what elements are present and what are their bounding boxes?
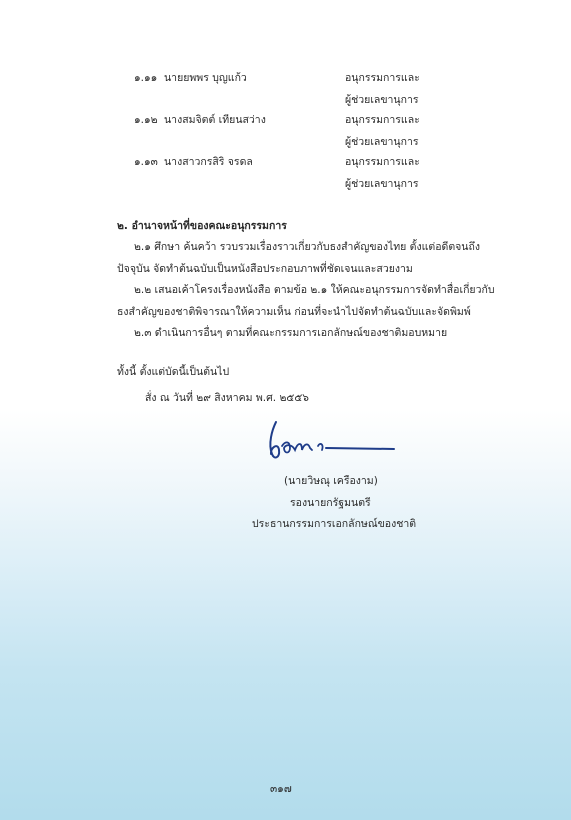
- member-role: อนุกรรมการและ: [345, 72, 420, 84]
- member-name: นางสาวกรสิริ จรดล: [164, 156, 253, 168]
- order-date: สั่ง ณ วันที่ ๒๙ สิงหาคม พ.ศ. ๒๕๕๖: [145, 392, 309, 404]
- signature-image: [262, 418, 398, 464]
- paragraph-line: ปัจจุบัน จัดทำต้นฉบับเป็นหนังสือประกอบภาพที่ชัดเจนและสวยงาม: [117, 263, 413, 275]
- page-number: ๓๑๗: [270, 783, 292, 795]
- member-role: ผู้ช่วยเลขานุการ: [345, 136, 419, 148]
- signer-name: (นายวิษณุ เครืองาม): [284, 475, 378, 487]
- member-role: ผู้ช่วยเลขานุการ: [345, 178, 419, 190]
- effective-statement: ทั้งนี้ ตั้งแต่บัดนี้เป็นต้นไป: [117, 366, 230, 378]
- member-name: นางสมจิตต์ เทียนสว่าง: [164, 114, 266, 126]
- member-name: นายยพพร บุญแก้ว: [164, 72, 247, 84]
- signer-title: รองนายกรัฐมนตรี: [290, 497, 371, 509]
- section-heading: ๒. อำนาจหน้าที่ของคณะอนุกรรมการ: [117, 220, 287, 232]
- member-role: ผู้ช่วยเลขานุการ: [345, 94, 419, 106]
- member-role: อนุกรรมการและ: [345, 156, 420, 168]
- paragraph-line: ธงสำคัญของชาติพิจารณาให้ความเห็น ก่อนที่จะนำไปจัดทำต้นฉบับและจัดพิมพ์: [117, 306, 471, 318]
- paragraph-line: ๒.๑ ศึกษา ค้นคว้า รวบรวมเรื่องราวเกี่ยวกับธงสำคัญของไทย ตั้งแต่อดีตจนถึง: [134, 241, 480, 253]
- member-role: อนุกรรมการและ: [345, 114, 420, 126]
- member-index: ๑.๑๒: [134, 114, 158, 126]
- member-index: ๑.๑๓: [134, 156, 158, 168]
- member-index: ๑.๑๑: [134, 72, 158, 84]
- paragraph-line: ๒.๒ เสนอเค้าโครงเรื่องหนังสือ ตามข้อ ๒.๑ ให้คณะอนุกรรมการจัดทำสื่อเกี่ยวกับ: [134, 284, 495, 296]
- signer-position: ประธานกรรมการเอกลักษณ์ของชาติ: [252, 518, 417, 530]
- paragraph-line: ๒.๓ ดำเนินการอื่นๆ ตามที่คณะกรรมการเอกลักษณ์ของชาติมอบหมาย: [134, 327, 448, 339]
